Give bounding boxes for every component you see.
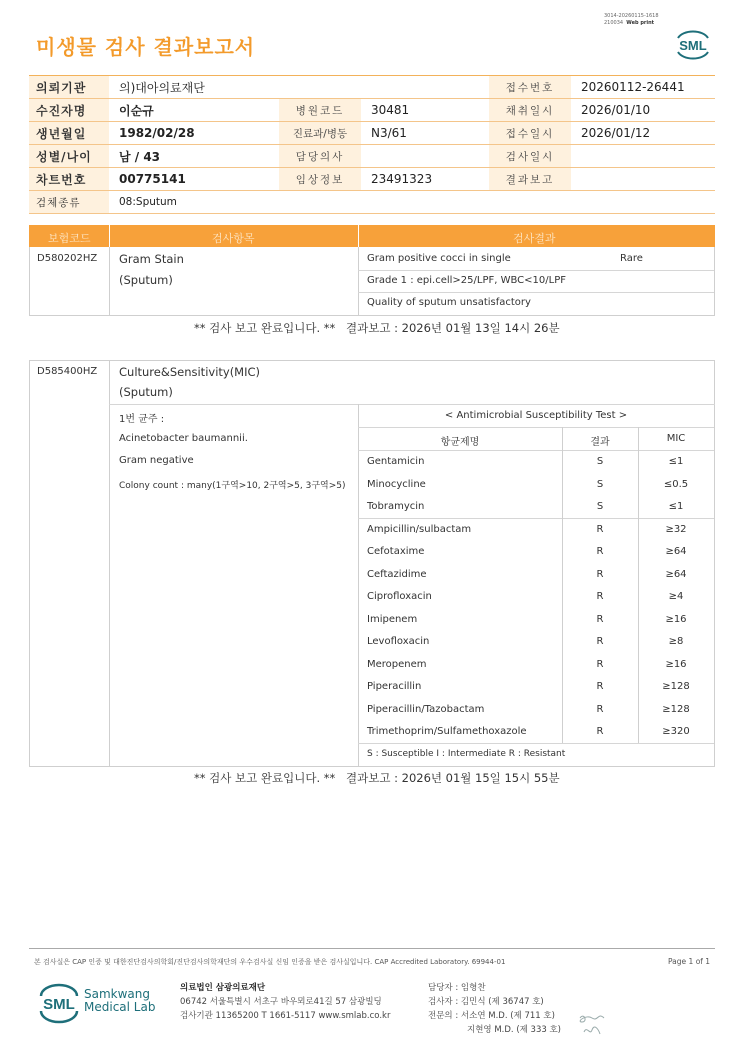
culture-specimen: (Sputum): [119, 385, 173, 399]
gram-result-3: Quality of sputum unsatisfactory: [367, 297, 531, 308]
drug-name: Meropenem: [367, 658, 427, 670]
drug-name: Cefotaxime: [367, 546, 425, 557]
drug-name: Tobramycin: [367, 501, 425, 512]
drug-mic: ≥320: [662, 726, 690, 737]
drug-mic: ≥128: [662, 681, 690, 692]
drug-result: R: [596, 658, 604, 670]
drug-name: Gentamicin: [367, 456, 425, 467]
page-number: Page 1 of 1: [668, 957, 711, 966]
drug-mic: ≤0.5: [663, 478, 689, 490]
drug-result: R: [596, 591, 604, 602]
strain-label: 1번 균주 :: [119, 414, 165, 425]
drug-name: Piperacillin/Tazobactam: [367, 703, 485, 715]
col-result: 결과: [590, 437, 610, 448]
footer-brand: Samkwang Medical Lab: [84, 987, 156, 1014]
gram-report-time: 결과보고 : 2026년 01월 13일 14시 26분: [346, 321, 560, 335]
drug-name: Ceftazidime: [367, 568, 427, 580]
gram-result-1: Gram positive cocci in single: [367, 253, 511, 264]
drug-result: R: [596, 546, 604, 557]
drug-mic: ≥16: [665, 658, 687, 670]
drug-result: S: [596, 456, 604, 467]
culture-done: ** 검사 보고 완료입니다. **: [194, 771, 336, 785]
svg-text:SML: SML: [43, 996, 75, 1013]
gram-item: Gram Stain: [119, 252, 184, 266]
info-row: 검체종류 08:Sputum: [29, 191, 715, 214]
ast-legend: S : Susceptible I : Intermediate R : Resistant: [367, 749, 566, 759]
drug-result: S: [596, 478, 604, 490]
drug-result: R: [596, 703, 604, 715]
drug-result: R: [596, 636, 604, 647]
drug-name: Ampicillin/sulbactam: [367, 523, 472, 535]
drug-mic: ≥8: [668, 636, 684, 647]
gram-done: ** 검사 보고 완료입니다. **: [194, 321, 336, 335]
drug-mic: ≤1: [668, 501, 684, 512]
drug-mic: ≥16: [665, 613, 687, 625]
drug-mic: ≤1: [668, 456, 684, 467]
drug-result: R: [596, 613, 604, 625]
drug-mic: ≥32: [665, 523, 687, 535]
footer-sml-logo: [36, 980, 82, 1030]
info-row: 의뢰기관 의)대아의료재단 접수번호 20260112-26441: [29, 76, 715, 99]
culture-code: D585400HZ: [37, 366, 98, 377]
ast-title: < Antimicrobial Susceptibility Test >: [444, 410, 628, 421]
col-drug: 항균제명: [440, 437, 480, 448]
drug-name: Levofloxacin: [367, 636, 430, 647]
drug-name: Ciprofloxacin: [367, 591, 432, 602]
drug-name: Minocycline: [367, 478, 426, 490]
info-row: 성별/나이 남 / 43 담당의사 검사일시: [29, 145, 715, 168]
sml-logo: [672, 26, 714, 62]
info-row: 생년월일 1982/02/28 진료과/병동 N3/61 접수일시 2026/01/12: [29, 122, 715, 145]
report-title: 미생물 검사 결과보고서: [36, 35, 256, 59]
result-table-header: 보험코드 검사항목 검사결과: [29, 225, 715, 247]
footer-org-info: 의료법인 삼광의료재단 06742 서울특별시 서초구 바우뫼로41길 57 삼광빌딩 검사기관 11365200 T 1661-5117 www.smlab.co.kr: [180, 983, 391, 1021]
drug-result: S: [596, 501, 604, 512]
drug-result: R: [596, 523, 604, 535]
col-mic: MIC: [666, 433, 686, 444]
print-code: 3014-20260115-1618 210034 Web print: [604, 13, 659, 26]
organism-name: Acinetobacter baumannii.: [119, 433, 248, 444]
patient-info-table: [29, 75, 715, 214]
gram-result-2: Grade 1 : epi.cell>25/LPF, WBC<10/LPF: [367, 275, 566, 286]
gram-result-1-value: Rare: [620, 253, 643, 264]
drug-mic: ≥4: [668, 591, 684, 602]
drug-name: Piperacillin: [367, 681, 422, 692]
colony-count: Colony count : many(1구역>10, 2구역>5, 3구역>5): [119, 481, 346, 491]
gram-type: Gram negative: [119, 455, 194, 466]
drug-name: Trimethoprim/Sulfamethoxazole: [367, 726, 527, 737]
drug-result: R: [596, 568, 604, 580]
gram-code: D580202HZ: [37, 253, 98, 264]
signature-image: [578, 1010, 608, 1041]
drug-result: R: [596, 726, 604, 737]
footer-staff: 담당자 : 임형찬 검사자 : 김민식 (제 36747 호) 전문의 : 서소연 M.D. (제 711 호) 지현영 M.D. (제 333 호): [428, 983, 562, 1035]
drug-name: Imipenem: [367, 613, 418, 625]
drug-mic: ≥128: [662, 703, 690, 715]
svg-text:SML: SML: [679, 38, 707, 53]
accreditation-note: 본 검사실은 CAP 인증 및 대한진단검사의학회/진단검사의학재단의 우수검사실 신임 인증을 받은 검사실입니다. CAP Accredited Laboratory. 69944-01: [34, 958, 506, 966]
info-row: 수진자명 이순규 병원코드 30481 채취일시 2026/01/10: [29, 99, 715, 122]
drug-result: R: [596, 681, 604, 692]
gram-specimen: (Sputum): [119, 273, 173, 287]
drug-mic: ≥64: [665, 568, 687, 580]
culture-report-time: 결과보고 : 2026년 01월 15일 15시 55분: [346, 771, 560, 785]
culture-item: Culture&Sensitivity(MIC): [119, 365, 261, 379]
drug-mic: ≥64: [665, 546, 687, 557]
info-row: 차트번호 00775141 임상정보 23491323 결과보고: [29, 168, 715, 191]
footer-divider: [29, 948, 715, 949]
